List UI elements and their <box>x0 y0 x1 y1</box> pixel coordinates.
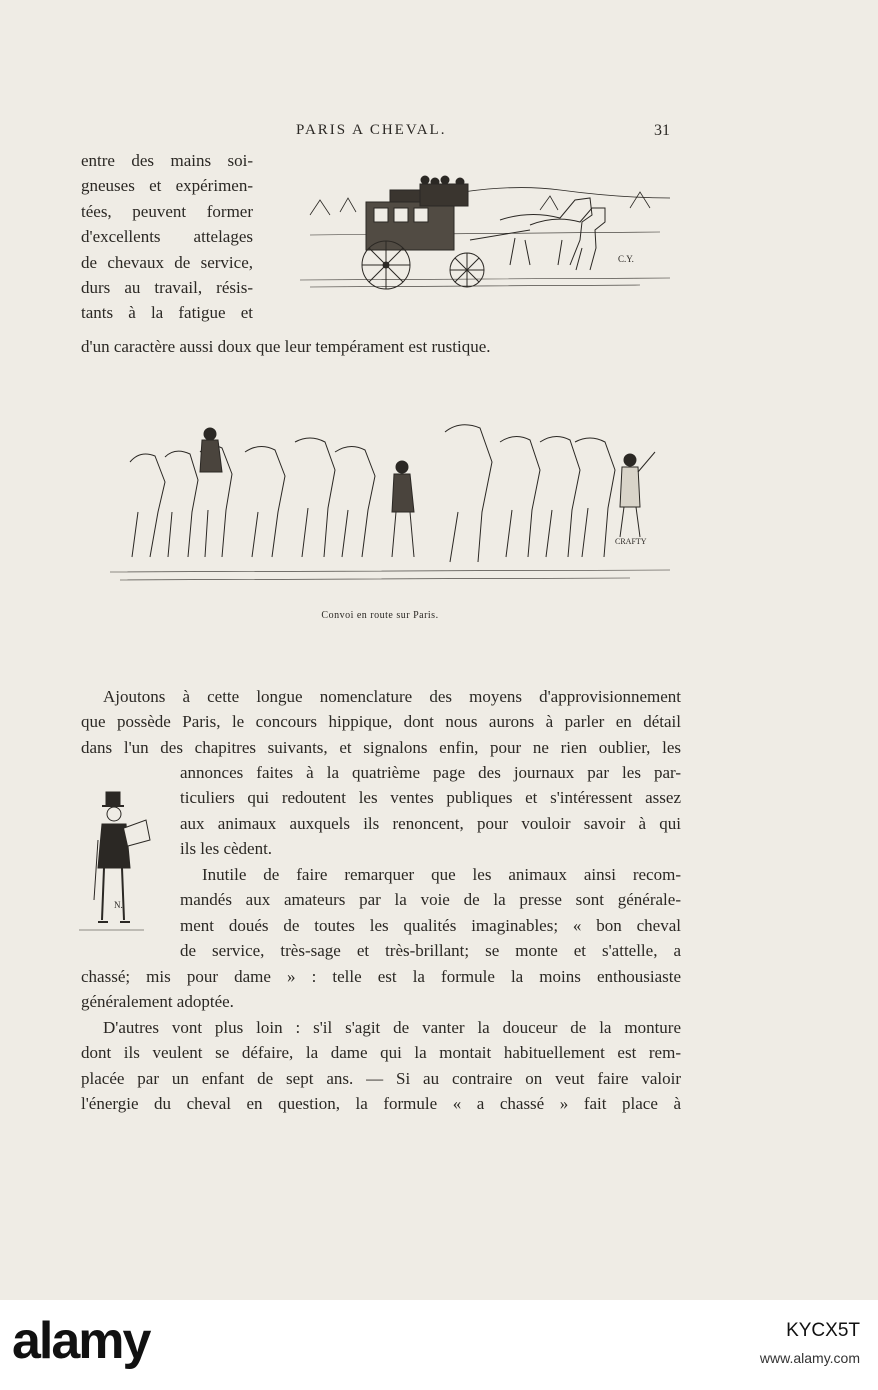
gentleman-reading-illustration <box>74 790 164 940</box>
paragraph-2-wrapped <box>180 862 681 964</box>
text-line: de chevaux de service, <box>81 252 253 272</box>
stagecoach-illustration <box>300 170 670 295</box>
text-line: Ajoutons à cette longue nomenclature des moyens d'approvisionnement <box>103 687 681 706</box>
horse-convoy-illustration <box>110 412 670 592</box>
text-line: Inutile de faire remarquer que les animaux ainsi recom- <box>202 865 681 884</box>
top-paragraph-final <box>81 334 601 359</box>
figure-caption: Convoi en route sur Paris. <box>321 610 439 621</box>
text-line: ils les cèdent. <box>180 839 273 859</box>
text-line: ticuliers qui redoutent les ventes publiques et s'intéressent assez <box>180 788 681 808</box>
text-line: de service, très-sage et très-brillant; se monte et s'attelle, a <box>180 941 681 961</box>
image-code: KYCX5T <box>786 1320 860 1341</box>
page-header <box>0 118 878 148</box>
text-line: entre des mains soi- <box>81 151 253 170</box>
text-line: D'autres vont plus loin : s'il s'agit de vanter la douceur de la monture <box>103 1018 681 1037</box>
text-line: durs au travail, résis- <box>81 277 253 297</box>
text-line: tants à la fatigue et <box>81 303 253 323</box>
text-line: que possède Paris, le concours hippique, dont nous aurons à parler en détail <box>81 712 681 732</box>
text-line: mandés aux amateurs par la voie de la presse sont générale- <box>180 890 681 910</box>
stock-website: www.alamy.com <box>759 1350 860 1366</box>
running-title: PARIS A CHEVAL. <box>296 122 447 138</box>
top-paragraph-wrapped <box>81 148 253 326</box>
paragraph-2-full <box>81 964 681 1015</box>
text-line: aux animaux auxquels ils renoncent, pour vouloir savoir à qui <box>180 813 681 833</box>
page-number: 31 <box>654 122 670 139</box>
text-line: ment doués de toutes les qualités imaginables; « bon cheval <box>180 915 681 935</box>
paragraph-1-full <box>81 684 681 760</box>
text-line: dans l'un des chapitres suivants, et signalons enfin, pour ne rien oublier, les <box>81 737 681 757</box>
gentleman-signature: N. <box>114 900 123 910</box>
paragraph-3 <box>81 1015 681 1117</box>
svg-text:alamy: alamy <box>12 1312 150 1370</box>
text-line: généralement adoptée. <box>81 992 234 1012</box>
text-line: d'excellents attelages <box>81 227 253 247</box>
paragraph-1-wrapped <box>180 760 681 862</box>
coach-signature: C.Y. <box>618 254 634 264</box>
text-line: tées, peuvent former <box>81 201 253 221</box>
text-line: annonces faites à la quatrième page des journaux par les par- <box>180 763 681 782</box>
alamy-logo <box>10 1310 180 1374</box>
text-line: l'énergie du cheval en question, la formule « a chassé » fait place à <box>81 1094 681 1114</box>
text-line: gneuses et expérimen- <box>81 176 253 196</box>
text-line: chassé; mis pour dame » : telle est la formule la moins enthousiaste <box>81 967 681 986</box>
text-line: d'un caractère aussi doux que leur tempérament est rustique. <box>81 337 491 356</box>
text-line: placée par un enfant de sept ans. — Si au contraire on veut faire valoir <box>81 1068 681 1088</box>
convoy-signature: CRAFTY <box>615 537 647 546</box>
text-line: dont ils veulent se défaire, la dame qui la montait habituellement est rem- <box>81 1043 681 1063</box>
